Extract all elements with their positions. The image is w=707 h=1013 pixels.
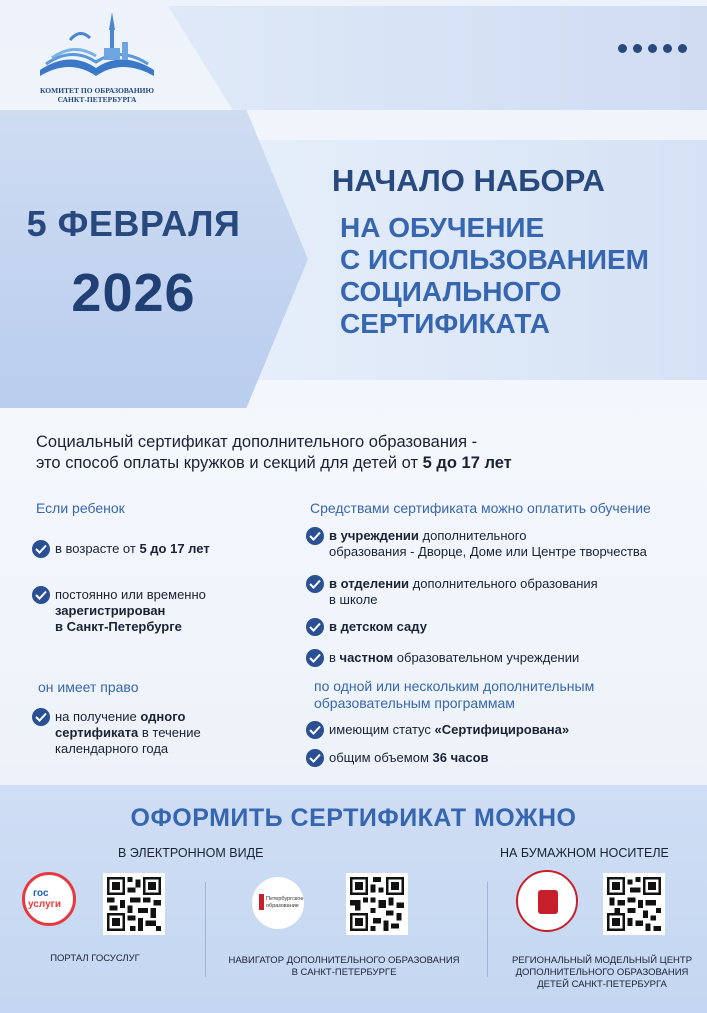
gosuslugi-logo: гос услуги — [22, 872, 76, 926]
start-day: 5 ФЕВРАЛЯ — [26, 203, 241, 244]
hero-title: НАЧАЛО НАБОРА — [332, 163, 605, 198]
header-band — [168, 6, 707, 110]
left-heading-child: Если ребенок — [36, 500, 125, 516]
hero-date-arrow — [0, 110, 308, 408]
committee-name-line2: САНКТ-ПЕТЕРБУРГА — [57, 95, 137, 104]
left-heading-right: он имеет право — [38, 679, 139, 695]
list-item: в отделении дополнительного образования в школе — [306, 576, 696, 608]
list-item: имеющим статус «Сертифицирована» — [306, 722, 696, 739]
check-icon — [32, 540, 50, 558]
qr-code-icon[interactable] — [346, 873, 408, 935]
check-icon — [32, 586, 50, 604]
check-icon — [306, 649, 324, 667]
caption-regional-centre: РЕГИОНАЛЬНЫЙ МОДЕЛЬНЫЙ ЦЕНТР ДОПОЛНИТЕЛЬНОГО ОБРАЗОВАНИЯ ДЕТЕЙ САНКТ-ПЕТЕРБУРГА — [511, 955, 693, 990]
list-item: в детском саду — [306, 619, 696, 636]
spb-spire-book-logo — [30, 10, 164, 86]
divider — [487, 882, 488, 977]
check-icon — [306, 749, 324, 767]
mode-electronic: В ЭЛЕКТРОННОМ ВИДЕ — [118, 846, 264, 860]
check-icon — [306, 721, 324, 739]
right-heading-programs: по одной или нескольким дополнительным образовательным программам — [314, 678, 595, 711]
check-icon — [306, 527, 324, 545]
caption-gosuslugi: ПОРТАЛ ГОСУСЛУГ — [50, 953, 140, 964]
footer-title: ОФОРМИТЬ СЕРТИФИКАТ МОЖНО — [130, 804, 577, 832]
divider — [205, 882, 206, 977]
list-item: в учреждении дополнительного образования - Дворце, Доме или Центре творчества — [306, 528, 696, 560]
five-dots-icon — [618, 44, 687, 53]
qr-code-icon[interactable] — [603, 873, 665, 935]
committee-logo — [22, 10, 172, 105]
qr-code-icon[interactable] — [103, 873, 165, 935]
spb-education-logo: Петербургское образование — [252, 877, 304, 929]
mode-paper: НА БУМАЖНОМ НОСИТЕЛЕ — [500, 846, 669, 860]
committee-name — [22, 86, 172, 104]
right-heading-pay: Средствами сертификата можно оплатить обучение — [310, 500, 651, 516]
check-icon — [32, 708, 50, 726]
committee-name-line1: КОМИТЕТ ПО ОБРАЗОВАНИЮ — [40, 86, 154, 95]
list-item: на получение одного сертификата в течение календарного года — [32, 709, 272, 757]
check-icon — [306, 575, 324, 593]
list-item: общим объемом 36 часов — [306, 750, 696, 767]
intro-text: Социальный сертификат дополнительного образования - это способ оплаты кружков и секций для детей от 5 до 17 лет — [36, 433, 512, 472]
start-year: 2026 — [71, 263, 196, 323]
regional-centre-logo — [516, 870, 578, 932]
hero-subtitle: НА ОБУЧЕНИЕ С ИСПОЛЬЗОВАНИЕМ СОЦИАЛЬНОГО СЕРТИФИКАТА — [340, 212, 649, 339]
list-item: постоянно или временно зарегистрирован в Санкт-Петербурге — [32, 587, 272, 635]
caption-navigator: НАВИГАТОР ДОПОЛНИТЕЛЬНОГО ОБРАЗОВАНИЯ В САНКТ-ПЕТЕРБУРГЕ — [228, 955, 460, 978]
list-item: в частном образовательном учреждении — [306, 650, 696, 667]
list-item: в возрасте от 5 до 17 лет — [32, 541, 272, 558]
check-icon — [306, 618, 324, 636]
